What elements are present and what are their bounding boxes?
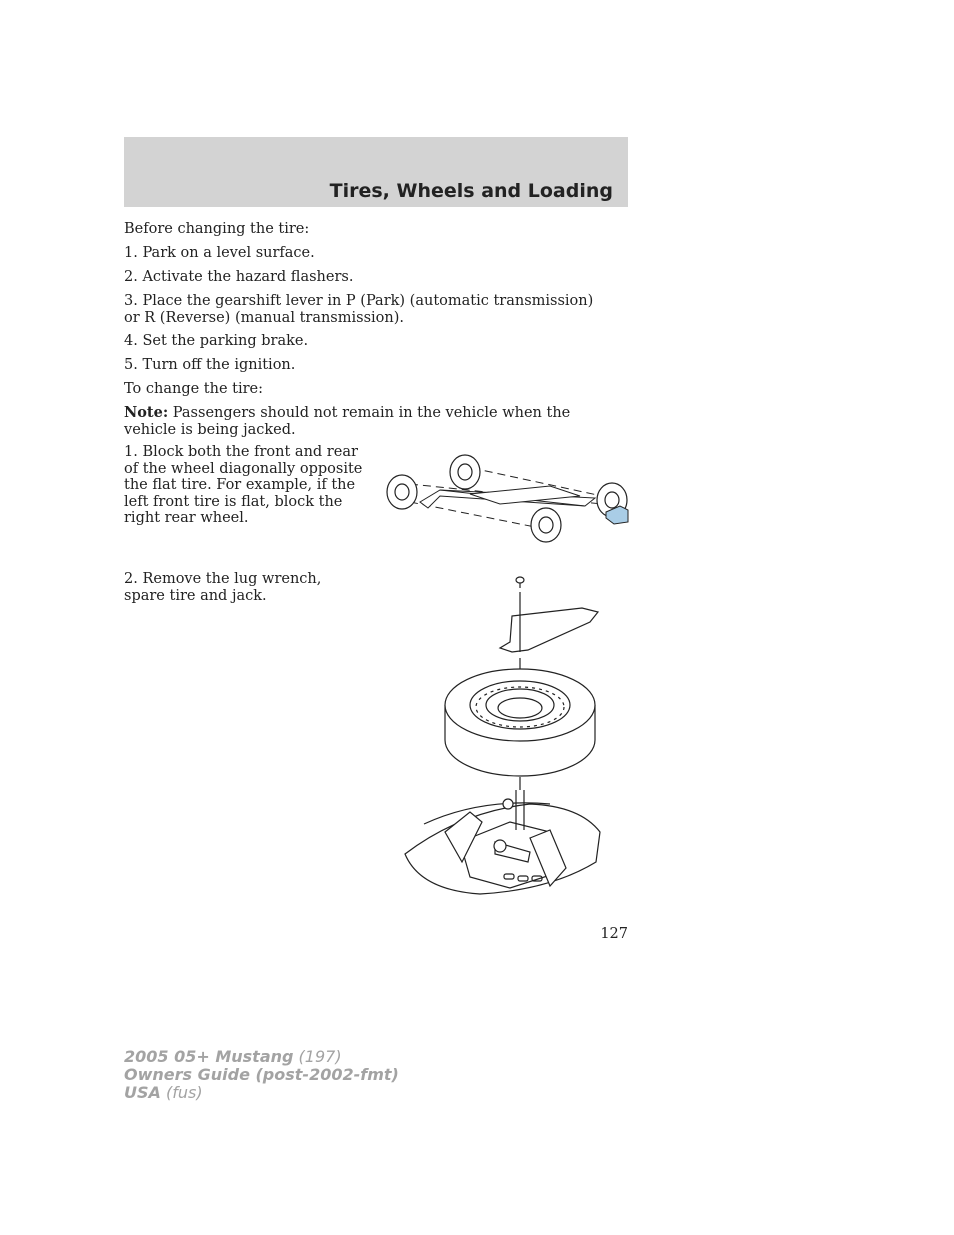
note-label: Note: — [124, 404, 169, 421]
before-intro: Before changing the tire: — [124, 221, 310, 237]
footer-model: 2005 05+ Mustang — [124, 1047, 294, 1066]
section-header-band — [124, 137, 628, 207]
jack-shape — [405, 790, 600, 894]
footer-model-code: (197) — [293, 1047, 342, 1066]
note-paragraph — [124, 405, 612, 438]
footer-guide: Owners Guide (post-2002-fmt) — [124, 1065, 399, 1084]
document-footer — [124, 1048, 399, 1102]
change-step-2: 2. Remove the lug wrench, spare tire and jack. — [124, 571, 322, 604]
footer-market-code: (fus) — [160, 1083, 203, 1102]
wheel-blocking-illustration — [380, 446, 636, 550]
note-text: Passengers should not remain in the vehicle when the vehicle is being jacked. — [124, 405, 571, 438]
page-number: 127 — [600, 926, 628, 942]
before-step-2: 2. Activate the hazard flashers. — [124, 269, 354, 285]
before-step-5: 5. Turn off the ignition. — [124, 357, 296, 373]
wing-nut-icon — [516, 577, 524, 588]
spare-tire-jack-illustration — [400, 572, 610, 902]
change-step-1: 1. Block both the front and rear of the wheel diagonally opposite the flat tire. For example, if the left front tire is flat, block the right rear wheel. — [124, 444, 363, 526]
before-step-4: 4. Set the parking brake. — [124, 333, 309, 349]
spare-tire-shape — [445, 669, 595, 776]
before-step-1: 1. Park on a level surface. — [124, 245, 315, 261]
before-step-3: 3. Place the gearshift lever in P (Park) (automatic transmission) or R (Reverse) (manual transmission). — [124, 293, 594, 326]
footer-market: USA — [124, 1083, 161, 1102]
change-intro: To change the tire: — [124, 381, 264, 397]
section-title: Tires, Wheels and Loading — [329, 180, 613, 202]
lug-wrench-shape — [500, 608, 598, 652]
